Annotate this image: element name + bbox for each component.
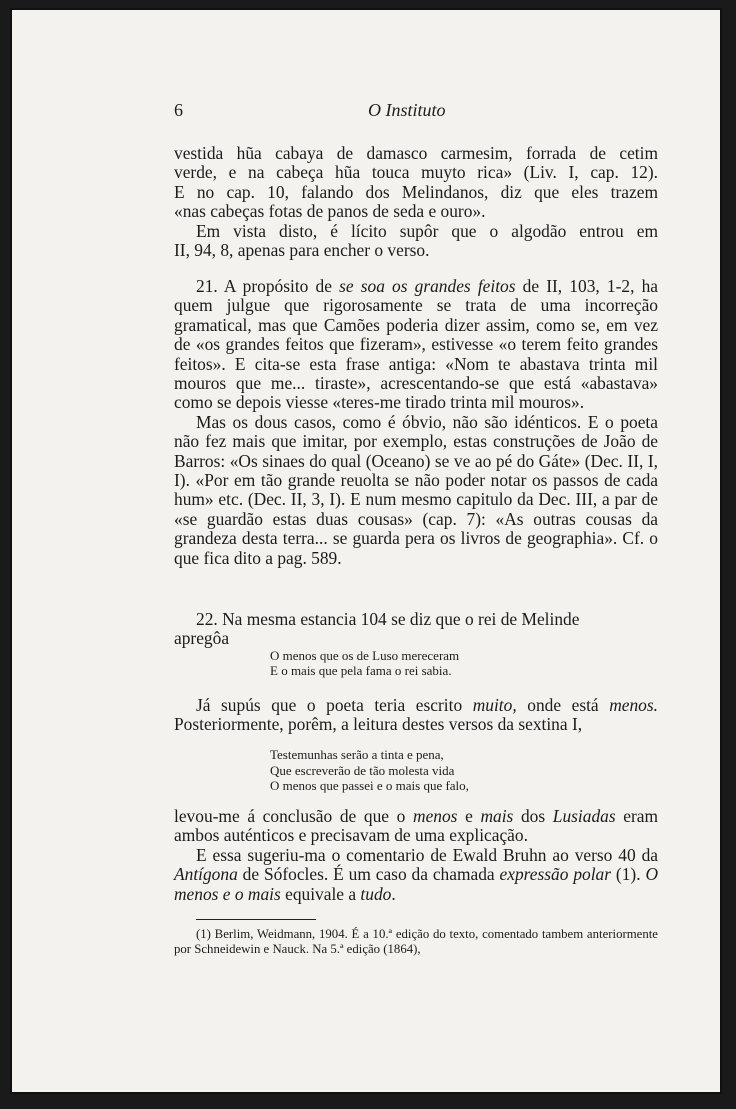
footnote-text: (1) Berlim, Weidmann, 1904. É a 10.ª edição do texto, comentado tambem anteriormente por Schneidewin e Nauck. Na 5.ª edição (1864), [174,927,658,956]
text-paragraph: E essa sugeriu-ma o comentario de Ewald Bruhn ao verso 40 da Antígona de Sófocles. É um caso da chamada expressão polar (1). O menos e o mais equivale a tudo. [174,844,658,904]
text-line: 22. Na mesma estancia 104 se diz que o rei de Melinde [196,609,580,629]
running-title: O Instituto [368,100,446,120]
verse-line: O menos que os de Luso mereceram [270,648,460,663]
text-line: II, 94, 8, apenas para encher o verso. [174,240,430,261]
note-21-text: 21. A propósito de se soa os grandes feitos de II, 103, 1-2, ha quem julgue que rigorosamente se trata de uma incorreção gramatical, mas que Camões poderia dizer assim, como se, em vez de «os grandes feitos que fizeram», estivesse «o terem feito grandes feitos». E cita-se esta frase antiga: «Nom te abastava trinta mil mouros que me... tiraste», acrescentando-se que está «abastava» como se depois viesse «teres-me tirado trinta mil mouros». [174,276,658,413]
verse-line: E o mais que pela fama o rei sabia. [270,663,452,678]
verse-line: Que escreverão de tão molesta vida [270,762,455,778]
text-line: apregôa [174,628,230,649]
text-paragraph: levou-me á conclusão de que o menos e mais dos Lusiadas eram ambos auténticos e precisavam de uma explicação. [174,806,659,846]
footnote [174,927,658,957]
verse-quote-1 [174,648,658,678]
text-paragraph: Já supús que o poeta teria escrito muito, onde está menos. Posteriormente, porêm, a leitura destes versos da sextina I, [174,695,658,735]
text-line: vestida hũa cabaya de damasco carmesim, forrada de cetim [174,143,658,163]
page-header [174,100,658,126]
paragraph-21 [174,277,658,568]
paragraph-22 [174,610,658,649]
paragraph-24 [174,807,658,904]
verse-quote-2 [174,747,658,794]
page-number: 6 [174,100,183,120]
text-line: E no cap. 10, falando dos Melindanos, diz que eles trazem [174,181,658,202]
paragraph-intro [174,144,658,260]
note-21-continuation: Mas os dous casos, como é óbvio, não são idénticos. E o poeta não fez mais que imitar, por exemplo, estas construções de João de Barros: «Os sinaes do qual (Oceano) se ve ao pé do Gáte» (Dec. II, I, I). «Por em tão grande reuolta se não poder notar os passos de cada hum» etc. (Dec. II, 3, I). E num mesmo capitulo da Dec. III, a par de «se guardão estas duas cousas» (cap. 7): «As outras cousas da grandeza desta terra... se guarda pera os livros de geographia». Cf. o que fica dito a pag. 589. [174,411,658,568]
verse-line: Testemunhas serão a tinta e pena, [270,747,444,762]
text-line: verde, e na cabeça hũa touca muyto rica» (Liv. I, cap. 12). [174,162,658,183]
footnote-rule [196,919,316,920]
text-line: «nas cabeças fotas de panos de seda e ouro». [174,201,486,222]
verse-line: O menos que passei e o mais que falo, [270,778,469,793]
paragraph-23 [174,696,658,735]
text-line: Em vista disto, é lícito supôr que o algodão entrou em [196,220,658,241]
book-page [10,8,722,1094]
